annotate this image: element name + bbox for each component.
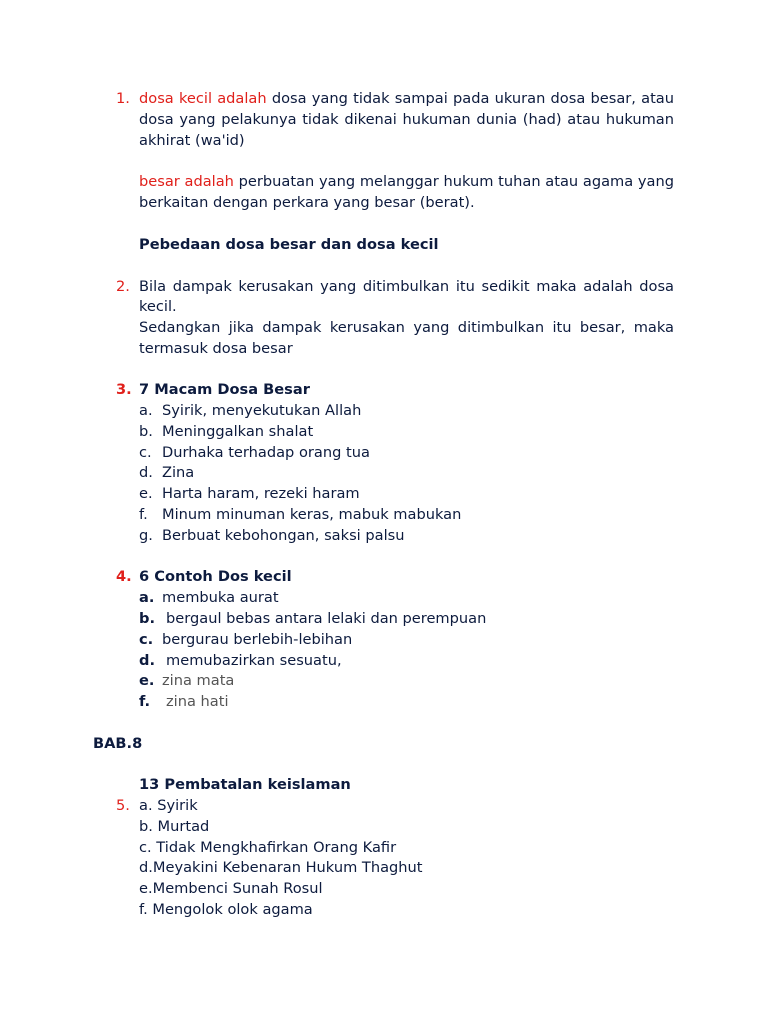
perbedaan-heading: Pebedaan dosa besar dan dosa kecil xyxy=(139,236,439,253)
list-item: a. Syirik xyxy=(139,797,198,814)
dosa-kecil-definition-start: dosa yang tidak sampai pada ukuran dosa besar, atau xyxy=(271,90,674,107)
list-letter: b. xyxy=(139,610,155,627)
item-1-line-5: berkaitan dengan perkara yang besar (berat). xyxy=(139,194,475,211)
list-item: b. Murtad xyxy=(139,818,210,835)
list-letter: d. xyxy=(139,464,153,481)
list-letter: c. xyxy=(139,444,152,461)
list-letter: a. xyxy=(139,589,155,606)
list-item xyxy=(139,526,674,547)
list-item xyxy=(139,671,674,692)
item-2-line-1: Bila dampak kerusakan yang ditimbulkan itu sedikit maka adalah dosa xyxy=(139,278,674,295)
list-item xyxy=(139,609,674,630)
list-item xyxy=(139,651,674,672)
item-1-line-3: akhirat (wa'id) xyxy=(139,132,245,149)
list-item: d.Meyakini Kebenaran Hukum Thaghut xyxy=(139,859,423,876)
item-1-number: 1. xyxy=(116,90,130,107)
list-text: bergaul bebas antara lelaki dan perempuan xyxy=(166,610,487,627)
list-text: Minum minuman keras, mabuk mabukan xyxy=(162,506,462,523)
list-text: Berbuat kebohongan, saksi palsu xyxy=(162,527,405,544)
list-letter: e. xyxy=(139,485,153,502)
list-item: c. Tidak Mengkhafirkan Orang Kafir xyxy=(139,839,397,856)
item-1-line-4 xyxy=(139,172,674,193)
list-text: membuka aurat xyxy=(162,589,279,606)
list-item xyxy=(139,463,674,484)
item-3-title: 7 Macam Dosa Besar xyxy=(139,381,310,398)
item-1-line-1 xyxy=(139,89,674,110)
list-item xyxy=(139,588,674,609)
item-5-heading: 13 Pembatalan keislaman xyxy=(139,776,351,793)
list-letter: f. xyxy=(139,693,151,710)
list-text: Syirik, menyekutukan Allah xyxy=(162,402,362,419)
list-text: Durhaka terhadap orang tua xyxy=(162,444,370,461)
item-3-number: 3. xyxy=(116,381,132,398)
dosa-besar-label: besar adalah xyxy=(139,173,234,190)
list-item: e.Membenci Sunah Rosul xyxy=(139,880,323,897)
item-1-line-2: dosa yang pelakunya tidak dikenai hukuman dunia (had) atau hukuman xyxy=(139,111,674,128)
item-2-number: 2. xyxy=(116,278,130,295)
list-item xyxy=(139,692,674,713)
list-text: Harta haram, rezeki haram xyxy=(162,485,360,502)
item-5-number: 5. xyxy=(116,797,130,814)
list-item xyxy=(139,422,674,443)
list-text: zina hati xyxy=(166,693,229,710)
list-letter: b. xyxy=(139,423,153,440)
dosa-besar-definition-start: perbuatan yang melanggar hukum tuhan atau agama yang xyxy=(238,173,675,190)
list-item xyxy=(139,505,674,526)
list-text: zina mata xyxy=(162,672,235,689)
list-letter: c. xyxy=(139,631,154,648)
list-item: f. Mengolok olok agama xyxy=(139,901,313,918)
list-item xyxy=(139,630,674,651)
list-item xyxy=(139,401,674,422)
item-4-number: 4. xyxy=(116,568,132,585)
list-letter: f. xyxy=(139,506,148,523)
bab-heading: BAB.8 xyxy=(93,735,143,752)
item-2-line-3: Sedangkan jika dampak kerusakan yang ditimbulkan itu besar, maka xyxy=(139,319,674,336)
list-text: Zina xyxy=(162,464,195,481)
list-text: Meninggalkan shalat xyxy=(162,423,314,440)
item-4-title: 6 Contoh Dos kecil xyxy=(139,568,292,585)
list-text: memubazirkan sesuatu, xyxy=(166,652,342,669)
list-letter: d. xyxy=(139,652,155,669)
list-item xyxy=(139,484,674,505)
list-text: bergurau berlebih-lebihan xyxy=(162,631,353,648)
dosa-kecil-label: dosa kecil adalah xyxy=(139,90,267,107)
list-item xyxy=(139,443,674,464)
item-2-line-4: termasuk dosa besar xyxy=(139,340,293,357)
list-letter: a. xyxy=(139,402,153,419)
list-letter: e. xyxy=(139,672,155,689)
list-letter: g. xyxy=(139,527,153,544)
item-2-line-2: kecil. xyxy=(139,298,177,315)
